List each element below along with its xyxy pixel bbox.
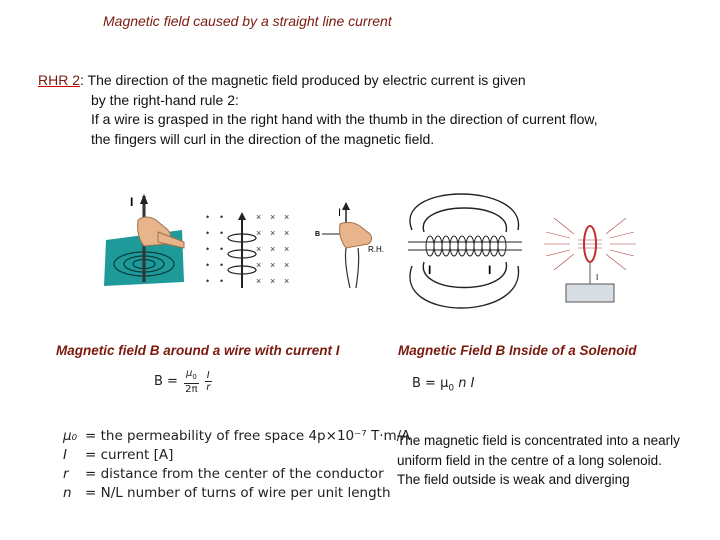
- denominator-r: r: [206, 382, 211, 393]
- mu-symbol: μ: [185, 368, 193, 379]
- current-arrow-icon: [238, 212, 246, 220]
- formula-solenoid-sub: 0: [448, 383, 455, 394]
- hand-icon: [340, 222, 372, 248]
- svg-text:•: •: [206, 228, 210, 238]
- caption-wire: Magnetic field B around a wire with current I: [56, 343, 340, 358]
- legend-row: [63, 465, 410, 484]
- rhr-line-4: the fingers will curl in the direction of the magnetic field.: [91, 130, 435, 147]
- arm-outline: [346, 248, 359, 288]
- field-dots-crosses-diagram: [204, 208, 296, 290]
- formula-solenoid: [412, 376, 474, 394]
- solenoid-description: The magnetic field is concentrated into a nearly uniform field in the centre of a long solenoid. The field outside is weak and diverging: [397, 433, 680, 487]
- legend-text: = current [A]: [85, 447, 174, 463]
- svg-text:×: ×: [256, 276, 262, 286]
- hand-grasping-wire-illustration: [98, 192, 190, 288]
- svg-text:×: ×: [256, 244, 262, 254]
- rhr-explanation: [38, 71, 678, 149]
- svg-text:×: ×: [284, 212, 290, 222]
- svg-text:•: •: [220, 276, 224, 286]
- mid-field-line-top: [423, 208, 506, 232]
- svg-text:×: ×: [284, 244, 290, 254]
- denominator-2pi: 2π: [185, 384, 198, 395]
- symbol-legend: [63, 427, 410, 503]
- legend-text: = N/L number of turns of wire per unit length: [85, 485, 391, 501]
- legend-symbol: n: [63, 485, 72, 501]
- current-arrow-icon: [342, 202, 350, 210]
- current-label: I: [596, 273, 599, 282]
- svg-text:×: ×: [270, 260, 276, 270]
- svg-text:•: •: [206, 212, 210, 222]
- coil-filings-illustration: [540, 204, 640, 308]
- legend-row: [63, 446, 410, 465]
- rhr-text-1: : The direction of the magnetic field produced by electric current is given: [80, 72, 526, 88]
- solenoid-coils: [426, 236, 506, 256]
- svg-text:•: •: [206, 276, 210, 286]
- outer-field-line-top: [410, 194, 519, 230]
- caption-solenoid: Magnetic Field B Inside of a Solenoid: [398, 343, 637, 358]
- svg-text:×: ×: [284, 260, 290, 270]
- solenoid-field-diagram: [398, 162, 532, 334]
- svg-text:×: ×: [270, 244, 276, 254]
- svg-text:×: ×: [284, 276, 290, 286]
- formula-wire: [154, 368, 212, 395]
- legend-symbol: r: [63, 466, 69, 482]
- rhr-line-1: [38, 71, 678, 91]
- legend-symbol: μ₀: [63, 428, 78, 444]
- rhr-label: RHR 2: [38, 72, 81, 88]
- current-label-right: I: [488, 263, 492, 277]
- formula-solenoid-tail: n I: [454, 376, 475, 391]
- wire-label: B: [315, 231, 321, 238]
- svg-text:•: •: [220, 212, 224, 222]
- svg-text:×: ×: [270, 212, 276, 222]
- legend-row: [63, 484, 410, 503]
- svg-text:•: •: [206, 260, 210, 270]
- formula-wire-lhs: B =: [154, 374, 178, 389]
- fraction-mu-over-2pi: [184, 368, 199, 395]
- formula-solenoid-lhs: B = μ: [412, 376, 449, 391]
- battery: [566, 284, 614, 302]
- legend-row: [63, 427, 410, 446]
- svg-text:•: •: [220, 244, 224, 254]
- current-arrow-icon: [140, 194, 148, 204]
- numerator-I: I: [206, 370, 210, 381]
- svg-text:×: ×: [256, 228, 262, 238]
- current-label: I: [338, 207, 342, 219]
- svg-text:•: •: [220, 260, 224, 270]
- rh-label: R.H.: [368, 245, 384, 254]
- page-title: Magnetic field caused by a straight line current: [103, 13, 392, 29]
- svg-text:×: ×: [256, 260, 262, 270]
- legend-text: = the permeability of free space 4p×10⁻⁷ T·m/A: [85, 428, 411, 444]
- mid-field-line-bottom: [423, 262, 506, 288]
- svg-text:×: ×: [270, 228, 276, 238]
- right-hand-rule-illustration: [312, 202, 394, 296]
- current-label-left: I: [428, 263, 432, 277]
- rhr-line-2: by the right-hand rule 2:: [91, 91, 239, 108]
- current-label: I: [130, 195, 134, 209]
- fraction-I-over-r: [205, 370, 212, 393]
- svg-text:•: •: [206, 244, 210, 254]
- legend-text: = distance from the center of the conductor: [85, 466, 384, 482]
- svg-text:•: •: [220, 228, 224, 238]
- rhr-line-3: If a wire is grasped in the right hand with the thumb in the direction of current flow,: [91, 111, 598, 127]
- svg-text:×: ×: [284, 228, 290, 238]
- svg-text:×: ×: [270, 276, 276, 286]
- svg-text:×: ×: [256, 212, 262, 222]
- legend-symbol: I: [63, 447, 67, 463]
- mu-subscript: 0: [192, 373, 197, 381]
